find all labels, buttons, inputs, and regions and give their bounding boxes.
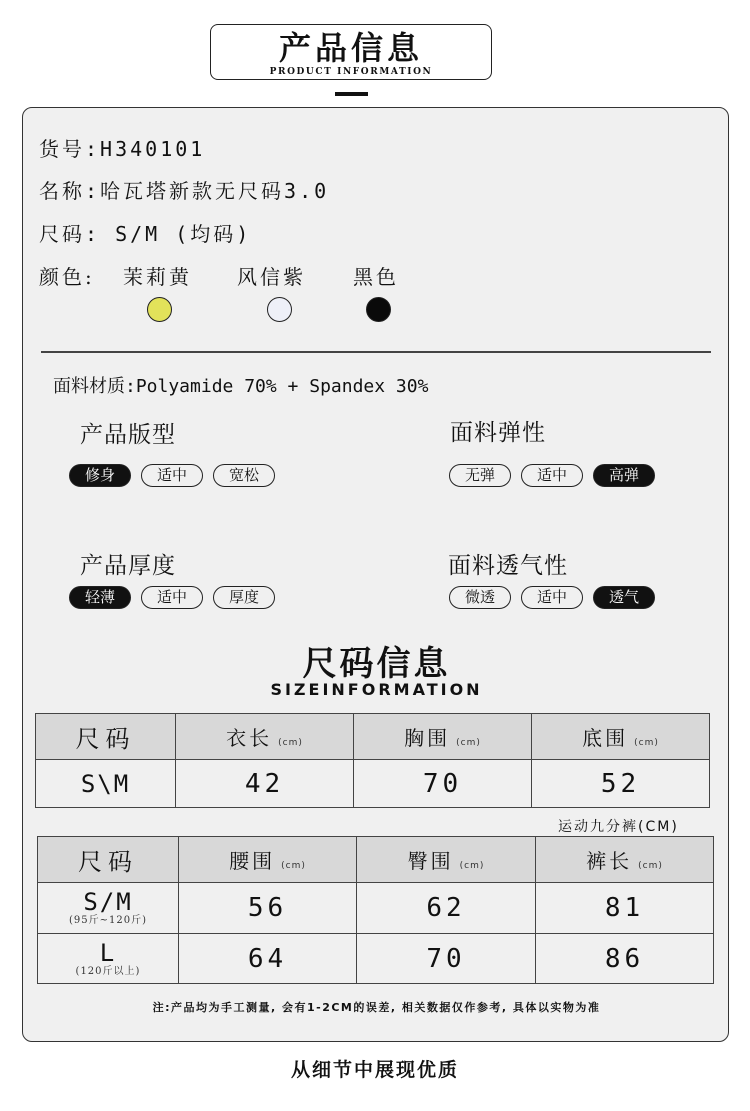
table-header-cell: 底围 (cm) bbox=[532, 714, 710, 760]
product-size: 尺码: S/M (均码) bbox=[39, 222, 252, 246]
size-info-subtitle: SIZEINFORMATION bbox=[270, 680, 483, 699]
table-header-cell: 臀围 (cm) bbox=[357, 837, 536, 883]
table-cell: 62 bbox=[357, 883, 536, 934]
pill-fit-regular: 适中 bbox=[141, 464, 203, 487]
table-cell-size: S/M (95斤~120斤) bbox=[38, 883, 179, 934]
pill-breath-slight: 微透 bbox=[449, 586, 511, 609]
header-title-cn: 产品信息 bbox=[278, 29, 423, 67]
size-info-title: 尺码信息 bbox=[302, 644, 451, 684]
table-cell: 52 bbox=[532, 760, 710, 808]
header-divider bbox=[335, 92, 368, 96]
pill-elasticity-medium: 适中 bbox=[521, 464, 583, 487]
table-row bbox=[36, 760, 710, 808]
attr-title-thickness: 产品厚度 bbox=[80, 553, 176, 579]
table-cell: 81 bbox=[536, 883, 714, 934]
pants-table-label: 运动九分裤(CM) bbox=[558, 819, 679, 835]
table-row bbox=[38, 934, 714, 984]
header-title-box bbox=[210, 24, 492, 80]
attr-title-breathability: 面料透气性 bbox=[448, 553, 568, 579]
section-divider bbox=[41, 351, 711, 353]
table-cell: 70 bbox=[357, 934, 536, 984]
table-header-cell: 裤长 (cm) bbox=[536, 837, 714, 883]
table-cell: 70 bbox=[354, 760, 532, 808]
attr-options-thickness bbox=[69, 586, 275, 609]
table-row bbox=[38, 883, 714, 934]
measurement-note: 注:产品均为手工测量, 会有1-2CM的误差, 相关数据仅作参考, 具体以实物为准 bbox=[152, 1001, 601, 1014]
product-info-card bbox=[22, 107, 729, 1042]
pill-thickness-medium: 适中 bbox=[141, 586, 203, 609]
color-swatch-black[interactable] bbox=[366, 297, 391, 322]
header-title-en: PRODUCT INFORMATION bbox=[269, 67, 433, 77]
table-header-row bbox=[36, 714, 710, 760]
attr-options-breathability bbox=[449, 586, 655, 609]
table-cell-size: S\M bbox=[36, 760, 176, 808]
pill-thickness-thick: 厚度 bbox=[213, 586, 275, 609]
fabric-composition: 面料材质:Polyamide 70% + Spandex 30% bbox=[53, 376, 429, 397]
item-number: 货号:H340101 bbox=[39, 137, 206, 161]
attr-options-fit bbox=[69, 464, 275, 487]
table-cell: 42 bbox=[176, 760, 354, 808]
color-name-black: 黑色 bbox=[353, 265, 399, 289]
footer-tagline: 从细节中展现优质 bbox=[290, 1059, 459, 1081]
color-label: 颜色: bbox=[39, 265, 95, 289]
table-header-cell: 尺码 bbox=[36, 714, 176, 760]
pants-size-table bbox=[37, 836, 714, 984]
color-swatch-yellow[interactable] bbox=[147, 297, 172, 322]
pill-breath-medium: 适中 bbox=[521, 586, 583, 609]
table-cell: 64 bbox=[179, 934, 357, 984]
product-name: 名称:哈瓦塔新款无尺码3.0 bbox=[39, 179, 330, 203]
table-header-cell: 衣长 (cm) bbox=[176, 714, 354, 760]
table-header-cell: 胸围 (cm) bbox=[354, 714, 532, 760]
table-header-cell: 腰围 (cm) bbox=[179, 837, 357, 883]
table-header-row bbox=[38, 837, 714, 883]
table-cell: 56 bbox=[179, 883, 357, 934]
table-cell: 86 bbox=[536, 934, 714, 984]
color-swatch-purple[interactable] bbox=[267, 297, 292, 322]
attr-title-elasticity: 面料弹性 bbox=[450, 420, 546, 446]
pill-breath-full: 透气 bbox=[593, 586, 655, 609]
pill-fit-slim: 修身 bbox=[69, 464, 131, 487]
attr-title-fit: 产品版型 bbox=[80, 422, 176, 448]
table-header-cell: 尺码 bbox=[38, 837, 179, 883]
table-cell-size: L (120斤以上) bbox=[38, 934, 179, 984]
pill-thickness-thin: 轻薄 bbox=[69, 586, 131, 609]
color-name-yellow: 茉莉黄 bbox=[123, 265, 192, 289]
attr-options-elasticity bbox=[449, 464, 655, 487]
pill-elasticity-high: 高弹 bbox=[593, 464, 655, 487]
color-name-purple: 风信紫 bbox=[237, 265, 306, 289]
pill-fit-loose: 宽松 bbox=[213, 464, 275, 487]
top-size-table bbox=[35, 713, 710, 808]
pill-elasticity-none: 无弹 bbox=[449, 464, 511, 487]
